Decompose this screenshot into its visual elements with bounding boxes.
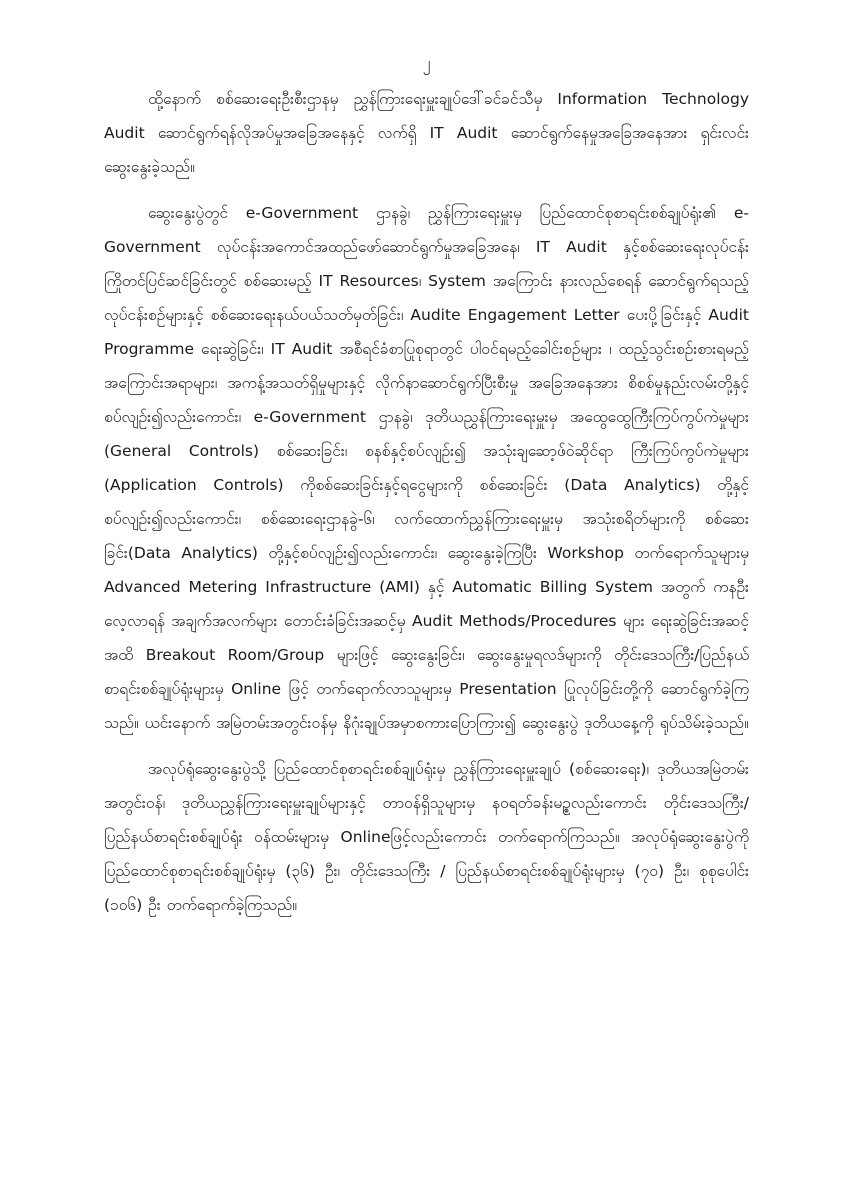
paragraph-opening: ထို့နောက် စစ်ဆေးရေးဦးစီးဌာနမှ ညွှန်ကြားရေးမှူးချုပ်ဒေါ်ခင်ခင်သီမှ Information Technology Audit ဆောင်ရွက်ရန်လိုအပ်မှုအခြေအနေနှင့် လက်ရှိ IT Audit ဆောင်ရွက်နေမှုအခြေအနေအား ရှင်းလင်းဆွေးနွေးခဲ့သည်။ xyxy=(104,90,749,176)
page-number: ၂ xyxy=(422,53,431,72)
paragraph-attendance: အလုပ်ရုံဆွေးနွေးပွဲသို့ ပြည်ထောင်စုစာရင်းစစ်ချုပ်ရုံးမှ ညွှန်ကြားရေးမှူးချုပ် (စစ်ဆေးရေး)၊ ဒုတိယအမြဲတမ်းအတွင်းဝန်၊ ဒုတိယညွှန်ကြားရေးမှူးချုပ်များနှင့် တာဝန်ရှိသူများမှ နဝရတ်ခန်းမဥ္စလည်းကောင်း တိုင်းဒေသကြီး/ ပြည်နယ်စာရင်းစစ်ချုပ်ရုံး ဝန်ထမ်းများမှ Onlineဖြင့်လည်းကောင်း တက်ရောက်ကြသည်။ အလုပ်ရုံဆွေးနွေးပွဲကို ပြည်ထောင်စုစာရင်းစစ်ချုပ်ရုံးမှ (၃၆) ဦး၊ တိုင်းဒေသကြီး / ပြည်နယ်စာရင်းစစ်ချုပ်ရုံးများမှ (၇၀) ဦး၊ စုစုပေါင်း (၁၀၆) ဦး တက်ရောက်ခဲ့ကြသည်။ xyxy=(104,760,749,914)
paragraph-discussion: ဆွေးနွေးပွဲတွင် e-Government ဌာနခွဲ၊ ညွှန်ကြားရေးမှူးမှ ပြည်ထောင်စုစာရင်းစစ်ချုပ်ရုံး၏ e-Government လုပ်ငန်းအကောင်အထည်ဖော်ဆောင်ရွက်မှုအခြေအနေ၊ IT Audit နှင့်စစ်ဆေးရေးလုပ်ငန်း ကြိုတင်ပြင်ဆင်ခြင်းတွင် စစ်ဆေးမည့် IT Resources၊ System အကြောင်း နားလည်စေရန် ဆောင်ရွက်ရသည့် လုပ်ငန်းစဉ်များနှင့် စစ်ဆေးရေးနယ်ပယ်သတ်မှတ်ခြင်း၊ Audite Engagement Letter ပေးပို့ခြင်းနှင့် Audit Programme ရေးဆွဲခြင်း၊ IT Audit အစီရင်ခံစာပြုစုရာတွင် ပါဝင်ရမည့်ခေါင်းစဉ်များ ၊ ထည့်သွင်းစဉ်းစားရမည့်အကြောင်းအရာများ၊ အကန့်အသတ်ရှိမှုများနှင့် လိုက်နာဆောင်ရွက်ပြီးစီးမှု အခြေအနေအား စိစစ်မှုနည်းလမ်းတို့နှင့်စပ်လျဉ်း၍လည်းကောင်း၊ e-Government ဌာနခွဲ၊ ဒုတိယညွှန်ကြားရေးမှူးမှ အထွေထွေကြီးကြပ်ကွပ်ကဲမှုများ (General Controls) စစ်ဆေးခြင်း၊ စနစ်နှင့်စပ်လျဉ်း၍ အသုံးချဆော့ဖ်ဝဲဆိုင်ရာ ကြီးကြပ်ကွပ်ကဲမှုများ (Application Controls) ကိုစစ်ဆေးခြင်းနှင့်ရငွေများကို စစ်ဆေးခြင်း (Data Analytics) တို့နှင့်စပ်လျဉ်း၍လည်းကောင်း၊ စစ်ဆေးရေးဌာနခွဲ-၆၊ လက်ထောက်ညွှန်ကြားရေးမှူးမှ အသုံးစရိတ်များကို စစ်ဆေးခြင်း(Data Analytics) တို့နှင့်စပ်လျဉ်း၍လည်းကောင်း၊ ဆွေးနွေးခဲ့ကြပြီး Workshop တက်ရောက်သူများမှ Advanced Metering Infrastructure (AMI) နှင့် Automatic Billing System အတွက် ကနဦးလေ့လာရန် အချက်အလက်များ တောင်းခံခြင်းအဆင့်မှ Audit Methods/Procedures များ ရေးဆွဲခြင်းအဆင့်အထိ Breakout Room/Group များဖြင့် ဆွေးနွေးခြင်း၊ ဆွေးနွေးမှုရလဒ်များကို တိုင်းဒေသကြီး/ပြည်နယ်စာရင်းစစ်ချုပ်ရုံးများမှ Online ဖြင့် တက်ရောက်လာသူများမှ Presentation ပြုလုပ်ခြင်းတို့ကို ဆောင်ရွက်ခဲ့ကြသည်။ ယင်းနောက် အမြဲတမ်းအတွင်းဝန်မှ နိဂုံးချုပ်အမှာစကားပြောကြား၍ ဆွေးနွေးပွဲ ဒုတိယနေ့ကို ရုပ်သိမ်းခဲ့သည်။ xyxy=(104,204,749,732)
